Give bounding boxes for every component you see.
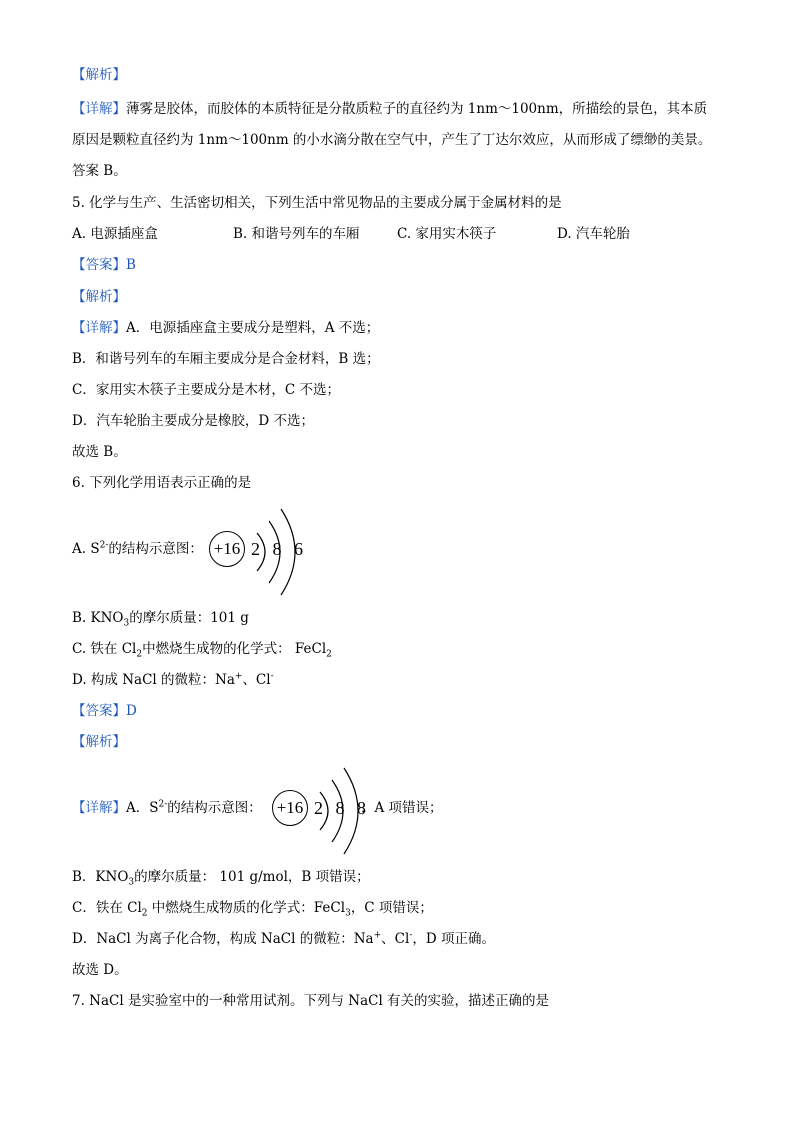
- q6-c-pre: C. 铁在 Cl: [72, 641, 137, 657]
- q6-option-d: [72, 671, 274, 689]
- q5-detail-4: D．汽车轮胎主要成分是橡胶，D 不选；: [72, 413, 314, 429]
- q6-d3-post: ，C 项错误；: [350, 900, 433, 916]
- q6-a-prefix: A. S: [72, 541, 100, 557]
- q6-d1-pre: A．S: [126, 800, 159, 816]
- q6-d-pre: D. 构成 NaCl 的微粒：Na: [72, 672, 235, 688]
- q6-detail-1-post: ，A 项错误；: [361, 800, 443, 816]
- q6-d4-sup1: +: [373, 930, 382, 941]
- question-5: 5. 化学与生产、生活密切相关，下列生活中常见物品的主要成分属于金属材料的是: [72, 195, 562, 211]
- q6-detail-3: [72, 899, 433, 917]
- q5-detail-2: B．和谐号列车的车厢主要成分是合金材料，B 选；: [72, 351, 380, 367]
- q6-detail-4: [72, 930, 495, 948]
- q6-d4-post: ，D 项正确。: [412, 931, 495, 947]
- q6-option-a: [72, 540, 203, 558]
- q6-d2-post: 的摩尔质量： 101 g/mol，B 项错误；: [134, 869, 370, 885]
- question-6: 6. 下列化学用语表示正确的是: [72, 475, 252, 491]
- electron-shells: 2 8 8: [314, 797, 370, 818]
- q6-option-b: [72, 609, 249, 627]
- q5-detail-1: [72, 319, 379, 337]
- q6-a-suffix: 的结构示意图：: [108, 541, 203, 557]
- atomic-structure-diagram-a: [209, 531, 307, 567]
- q5-option-b: B. 和谐号列车的车厢: [233, 226, 360, 242]
- q6-d4-pre: D．NaCl 为离子化合物，构成 NaCl 的微粒：Na: [72, 931, 374, 947]
- atomic-structure-diagram-correct: [272, 790, 370, 826]
- q6-d1-sup: 2-: [158, 799, 168, 810]
- detail-paragraph-line-2: 原因是颗粒直径约为 1nm～100nm 的小水滴分散在空气中，产生了丁达尔效应，从而形成了缥缈的美景。: [72, 132, 712, 148]
- q6-b-post: 的摩尔质量：101 g: [129, 610, 249, 626]
- q6-d3-pre: C．铁在 Cl: [72, 900, 142, 916]
- q6-answer-text: 【答案】D: [72, 703, 137, 719]
- q6-d3-mid: 中燃烧生成物质的化学式：FeCl: [147, 900, 346, 916]
- q6-b-sub: 3: [123, 618, 130, 629]
- q6-c-sub: 2: [136, 649, 143, 660]
- question-7: 7. NaCl 是实验室中的一种常用试剂。下列与 NaCl 有关的实验，描述正确的是: [72, 993, 550, 1009]
- analysis-heading: 【解析】: [72, 67, 126, 83]
- q6-b-pre: B. KNO: [72, 610, 124, 626]
- q6-d1-mid: 的结构示意图：: [167, 800, 262, 816]
- q6-d2-sub: 3: [128, 877, 135, 888]
- q5-answer-text: 【答案】B: [72, 257, 136, 273]
- shell-arcs: [239, 507, 319, 597]
- q5-conclusion: 故选 B。: [72, 444, 127, 460]
- q6-d4-sup2: -: [409, 930, 413, 941]
- q5-option-a: A. 电源插座盒: [72, 226, 158, 242]
- q6-d3-sub2: 3: [345, 908, 351, 919]
- q5-detail-1-text: A．电源插座盒主要成分是塑料，A 不选；: [126, 320, 380, 336]
- q5-option-c: C. 家用实木筷子: [397, 226, 497, 242]
- q6-d2-pre: B．KNO: [72, 869, 129, 885]
- q5-analysis-heading: 【解析】: [72, 289, 126, 305]
- q5-answer: [72, 256, 136, 274]
- q6-d-sup1: +: [234, 671, 243, 682]
- q6-option-c: [72, 640, 332, 658]
- q6-detail-1: [72, 799, 262, 817]
- q6-a-sup: 2-: [99, 540, 109, 551]
- q6-d4-mid: 、Cl: [381, 931, 410, 947]
- q6-d-sup2: -: [270, 671, 274, 682]
- q6-c-sub2: 2: [326, 649, 332, 660]
- detail-paragraph-line-1: [72, 100, 707, 118]
- nucleus: +16: [272, 790, 308, 826]
- q6-analysis-heading: 【解析】: [72, 734, 126, 750]
- detail-tag: 【详解】: [72, 101, 126, 117]
- electron-shells: 2 8 6: [251, 538, 307, 559]
- nucleus: +16: [209, 531, 245, 567]
- q6-d3-sub: 2: [141, 908, 148, 919]
- q5-option-d: D. 汽车轮胎: [557, 226, 630, 242]
- q5-detail-tag: 【详解】: [72, 320, 126, 336]
- q5-detail-3: C．家用实木筷子主要成分是木材，C 不选；: [72, 382, 340, 398]
- q6-detail-tag: 【详解】: [72, 800, 126, 816]
- q6-d-mid: 、Cl: [242, 672, 271, 688]
- q6-conclusion: 故选 D。: [72, 962, 128, 978]
- q6-detail-2: [72, 868, 370, 886]
- answer-line: 答案 B。: [72, 163, 127, 179]
- q6-c-mid: 中燃烧生成物的化学式： FeCl: [142, 641, 327, 657]
- detail-text: 薄雾是胶体，而胶体的本质特征是分散质粒子的直径约为 1nm～100nm，所描绘的景色，其本质: [126, 101, 708, 117]
- q6-answer: [72, 702, 137, 720]
